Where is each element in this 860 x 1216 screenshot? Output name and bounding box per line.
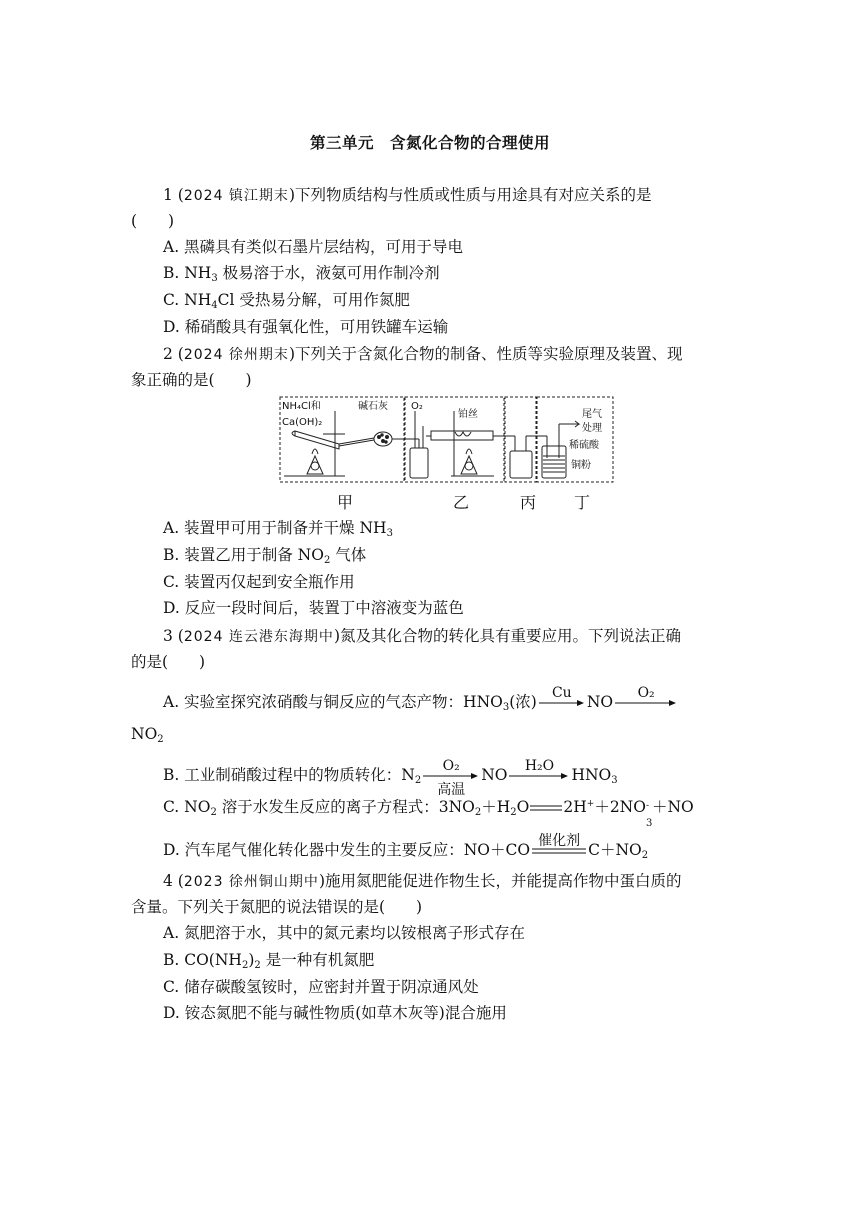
- q1-option-d: D. 稀硝酸具有强氧化性，可用铁罐车运输: [163, 318, 449, 336]
- page-title: 第三单元 含氮化合物的合理使用: [309, 134, 550, 152]
- q3-stem-cont: 的是( ): [131, 653, 206, 671]
- q2-option-a: A. 装置甲可用于制备并干燥 $NH_3$: [163, 519, 393, 539]
- q2-source: 2024 徐州期末: [183, 347, 289, 363]
- q4-option-c: C. 储存碳酸氢铵时，应密封并置于阴凉通风处: [163, 978, 479, 996]
- q2-option-b: B. 装置乙用于制备 $NO_2$ 气体: [163, 546, 367, 566]
- q4-stem: 4 (2023 徐州铜山期中)施用氮肥能促进作物生长，并能提高作物中蛋白质的: [163, 872, 682, 890]
- q1-stem: 1 (2024 镇江期末)下列物质结构与性质或性质与用途具有对应关系的是: [163, 186, 652, 204]
- q4-option-b: B. $CO(NH_2)_2$ 是一种有机氮肥: [163, 951, 375, 971]
- fig-soda-lime: 碱石灰: [358, 401, 388, 412]
- equals-sign: [530, 804, 562, 812]
- fig-label-ding: 丁: [574, 493, 591, 512]
- q1-answer-paren: ( ): [131, 212, 175, 230]
- q4-option-d: D. 铵态氮肥不能与碱性物质(如草木灰等)混合施用: [163, 1004, 507, 1022]
- q2-stem: 2 (2024 徐州期末)下列关于含氮化合物的制备、性质等实验原理及装置、现: [163, 345, 683, 363]
- fig-tail2: 处理: [582, 423, 602, 434]
- fig-reagent1: NH₄Cl和: [282, 401, 321, 412]
- fig-cu: 铜粉: [571, 460, 591, 471]
- q4-option-a: A. 氮肥溶于水，其中的氮元素均以铵根离子形式存在: [163, 924, 526, 942]
- q3-source: 2024 连云港东海期中: [183, 629, 334, 645]
- q1-option-c: C. $NH_4Cl$ 受热易分解，可用作氮肥: [163, 291, 410, 311]
- q1-option-b: B. $NH_3$ 极易溶于水，液氨可用作制冷剂: [163, 264, 440, 284]
- apparatus-figure: [279, 396, 615, 484]
- fig-tail1: 尾气: [582, 409, 602, 420]
- fig-reagent2: Ca(OH)₂: [282, 417, 323, 428]
- fig-pt: 铂丝: [458, 409, 478, 420]
- fig-label-bing: 丙: [520, 493, 537, 512]
- fig-o2: O₂: [411, 401, 423, 412]
- q3-option-b: B. 工业制硝酸过程中的物质转化：$N_2$ O₂ 高温 NO H₂O $HNO_3$: [163, 758, 618, 798]
- q1-source: 2024 镇江期末: [183, 188, 289, 204]
- fig-label-jia: 甲: [337, 493, 354, 512]
- q3-option-a-cont: $NO_2$: [131, 725, 164, 745]
- q3-option-a: A. 实验室探究浓硝酸与铜反应的气态产物：$HNO_3$(浓) Cu NO O₂: [163, 692, 679, 712]
- q4-stem-cont: 含量。下列关于氮肥的说法错误的是( ): [131, 898, 423, 916]
- q4-source: 2023 徐州铜山期中: [183, 874, 319, 890]
- q1-option-a: A. 黑磷具有类似石墨片层结构，可用于导电: [163, 238, 464, 256]
- q2-option-d: D. 反应一段时间后，装置丁中溶液变为蓝色: [163, 599, 464, 617]
- q2-stem-cont: 象正确的是( ): [131, 371, 252, 389]
- q3-option-c: C. $NO_2$ 溶于水发生反应的离子方程式：$3NO_2+H_2O$ 2H+＋2NO - 3 ＋NO: [163, 798, 694, 829]
- fig-acid: 稀硫酸: [569, 440, 599, 451]
- q3-option-d: D. 汽车尾气催化转化器中发生的主要反应：NO＋CO 催化剂 $C+NO_2$: [163, 833, 649, 861]
- q3-stem: 3 (2024 连云港东海期中)氮及其化合物的转化具有重要应用。下列说法正确: [163, 627, 681, 645]
- fig-label-yi: 乙: [453, 493, 470, 512]
- q2-option-c: C. 装置丙仅起到安全瓶作用: [163, 573, 355, 591]
